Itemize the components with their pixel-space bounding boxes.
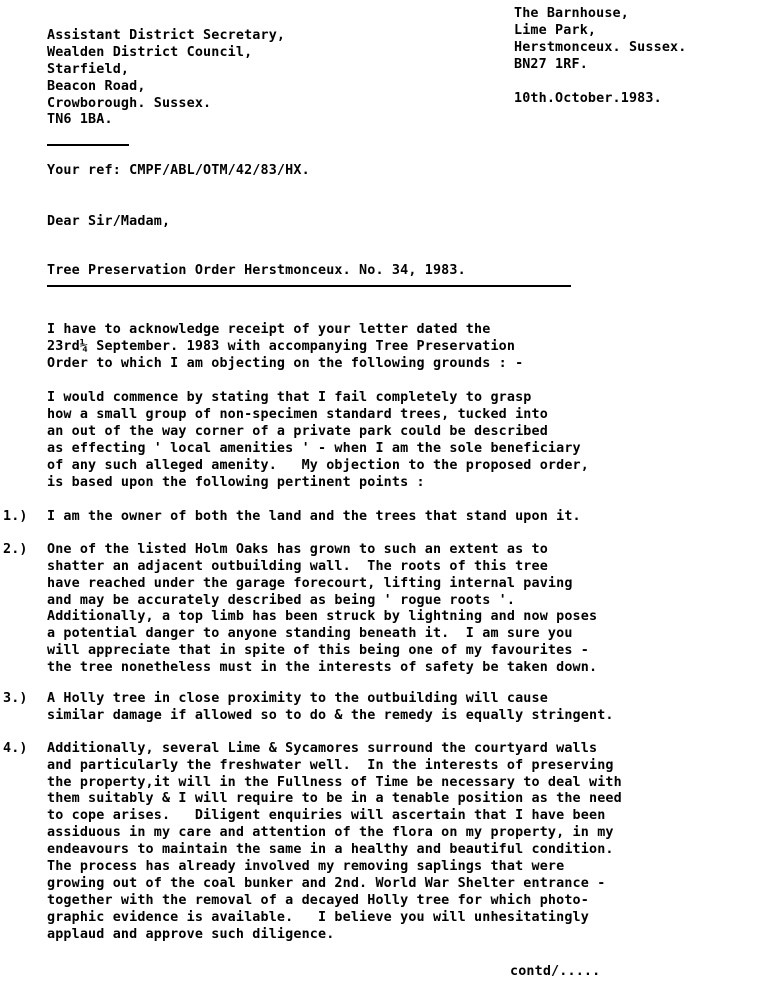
sender-line: BN27 1RF. (514, 57, 588, 72)
point-line: the tree nonetheless must in the interests of safety be taken down. (47, 660, 598, 675)
point-line: together with the removal of a decayed Holly tree for which photo- (47, 893, 589, 908)
subject-underline (47, 285, 571, 287)
point-line: graphic evidence is available. I believe you will unhesitatingly (47, 910, 589, 925)
intro-line: Order to which I am objecting on the following grounds : - (47, 356, 524, 371)
separator-rule (47, 144, 129, 146)
intro-line: I have to acknowledge receipt of your letter dated the (47, 322, 491, 337)
point-line: a potential danger to anyone standing beneath it. I am sure you (47, 626, 573, 641)
sender-line: The Barnhouse, (514, 6, 629, 21)
point-line: will appreciate that in spite of this being one of my favourites - (47, 643, 589, 658)
point-line: The process has already involved my removing saplings that were (47, 859, 565, 874)
preamble-line: how a small group of non-specimen standard trees, tucked into (47, 407, 548, 422)
intro-line: 23rd¼ September. 1983 with accompanying Tree Preservation (47, 339, 516, 354)
recipient-line: Crowborough. Sussex. (47, 96, 212, 111)
point-number: 1.) (3, 509, 28, 524)
point-line: I am the owner of both the land and the trees that stand upon it. (47, 509, 581, 524)
point-line: and may be accurately described as being ' rogue roots '. (47, 593, 516, 608)
point-line: growing out of the coal bunker and 2nd. World War Shelter entrance - (47, 876, 606, 891)
point-line: have reached under the garage forecourt, lifting internal paving (47, 576, 573, 591)
preamble-line: an out of the way corner of a private park could be described (47, 424, 548, 439)
recipient-line: Starfield, (47, 62, 130, 77)
point-line: Additionally, a top limb has been struck by lightning and now poses (47, 609, 598, 624)
point-line: them suitably & I will require to be in a tenable position as the need (47, 791, 622, 806)
sender-line: Lime Park, (514, 23, 597, 38)
point-line: Additionally, several Lime & Sycamores surround the courtyard walls (47, 741, 598, 756)
point-line: A Holly tree in close proximity to the outbuilding will cause (47, 691, 548, 706)
point-line: endeavours to maintain the same in a healthy and beautiful condition. (47, 842, 614, 857)
point-line: and particularly the freshwater well. In the interests of preserving (47, 758, 614, 773)
point-line: the property,it will in the Fullness of Time be necessary to deal with (47, 775, 622, 790)
point-line: One of the listed Holm Oaks has grown to such an extent as to (47, 542, 548, 557)
continuation-marker: contd/..... (510, 964, 601, 979)
preamble-line: I would commence by stating that I fail completely to grasp (47, 390, 532, 405)
point-line: shatter an adjacent outbuilding wall. The roots of this tree (47, 559, 548, 574)
recipient-line: Assistant District Secretary, (47, 28, 286, 43)
preamble-line: of any such alleged amenity. My objection to the proposed order, (47, 458, 589, 473)
salutation: Dear Sir/Madam, (47, 214, 171, 229)
sender-line: Herstmonceux. Sussex. (514, 40, 687, 55)
point-line: assiduous in my care and attention of the flora on my property, in my (47, 825, 614, 840)
reference-line: Your ref: CMPF/ABL/OTM/42/83/HX. (47, 163, 310, 178)
preamble-line: is based upon the following pertinent points : (47, 475, 425, 490)
point-line: to cope arises. Diligent enquiries will ascertain that I have been (47, 808, 606, 823)
point-number: 3.) (3, 691, 28, 706)
recipient-line: Beacon Road, (47, 79, 146, 94)
point-line: similar damage if allowed so to do & the remedy is equally stringent. (47, 708, 614, 723)
point-number: 2.) (3, 542, 28, 557)
subject-heading: Tree Preservation Order Herstmonceux. No. 34, 1983. (47, 263, 466, 278)
point-line: applaud and approve such diligence. (47, 927, 335, 942)
recipient-line: TN6 1BA. (47, 112, 113, 127)
point-number: 4.) (3, 741, 28, 756)
recipient-line: Wealden District Council, (47, 45, 253, 60)
letter-date: 10th.October.1983. (514, 91, 662, 106)
preamble-line: as effecting ' local amenities ' - when I am the sole beneficiary (47, 441, 581, 456)
